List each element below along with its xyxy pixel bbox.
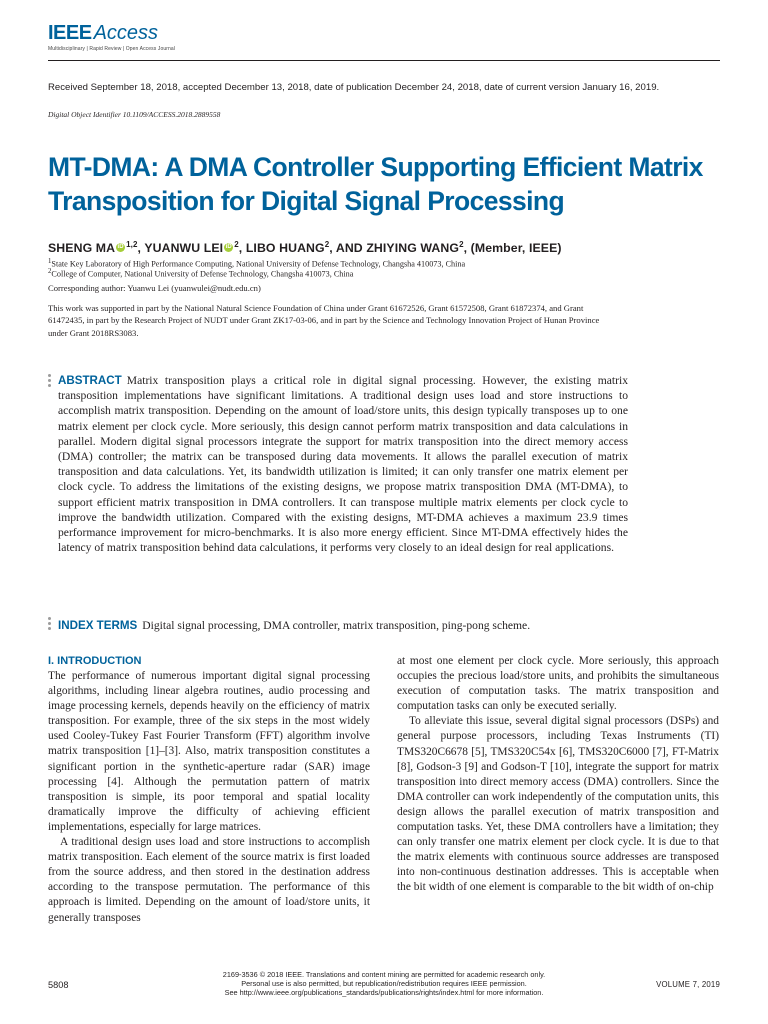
author-name: ZHIYING WANG [366, 241, 460, 256]
author-list [48, 240, 738, 255]
affiliation-2 [48, 267, 688, 280]
orcid-icon[interactable]: iD [225, 244, 232, 251]
page-number: 5808 [48, 980, 69, 990]
affiliation-text: State Key Laboratory of High Performance Computing, National University of Defense Technology, Changsha 410073, China [51, 259, 466, 269]
index-terms-label: INDEX TERMS [58, 619, 138, 632]
abstract-text: Matrix transposition plays a critical role in digital signal processing. However, the existing matrix transposition implementations have significant limitations. A traditional design uses load and store instructions to accomplish matrix transposition. Depending on the amount of load/store units, this design typically transposes up to one matrix element per clock cycle. More seriously, this design cannot perform matrix transposition and data calculations in parallel. Modern digital signal processors integrate the support for matrix transposition into the direct memory access (DMA) controller; the matrix can be transposed during data movements. It allows the parallel execution of matrix transposition and data calculations. Yet, its bandwidth utilization is limited; it can only transfer one matrix element per clock cycle. To address the limitations of the existing designs, we propose matrix transposition DMA (MT-DMA), to support efficient matrix transposition in DMA controllers. It can transpose multiple matrix elements per clock cycle to improve the bandwidth utilization. Compared with the existing designs, MT-DMA achieves a maximum 23.9 times performance improvement for micro-benchmarks. It is also more energy efficient. Since MT-DMA effectively hides the latency of matrix transposition behind data calculations, it performs very closely to an ideal design for real applications. [58, 374, 628, 555]
orcid-icon[interactable]: iD [117, 244, 124, 251]
logo-access: Access [93, 22, 159, 44]
author-separator: , (Member, IEEE) [463, 241, 562, 256]
corresponding-author: Corresponding author: Yuanwu Lei (yuanwulei@nudt.edu.cn) [48, 283, 261, 293]
author-affil-sup: 1,2 [126, 240, 138, 249]
right-column [397, 654, 719, 896]
index-terms-text: Digital signal processing, DMA controller, matrix transposition, ping-pong scheme. [142, 619, 531, 632]
left-column [48, 654, 370, 926]
copyright-line: 2169-3536 © 2018 IEEE. Translations and content mining are permitted for academic research only. [222, 970, 546, 979]
author-affil-sup: 2 [324, 240, 330, 249]
affiliation-number: 1 [48, 258, 52, 265]
abstract-marker [48, 374, 52, 389]
volume-info: VOLUME 7, 2019 [656, 980, 720, 989]
author-name: YUANWU LEI [144, 241, 224, 256]
author-name: SHENG MA [48, 241, 116, 256]
paragraph: To alleviate this issue, several digital signal processors (DSPs) and general purpose processors, including Texas Instruments (TI) TMS320C6678 [5], TMS320C54x [6], TMS320C6000 [7], FT-Matrix [8], Godson-3 [9] and Godson-T [10], integrate the support for matrix transposition into direct memory access (DMA) controllers. Since the DMA controller can work independently of the computation units, this design allows the parallel execution of matrix transposition and computation tasks. Yet, these DMA controllers have a limitation; they can only transfer one matrix element per clock cycle. It is due to that the matrix elements with continuous source addresses are transposed into non-continuous destination addresses. This is acceptable when the bit width of one element is comparable to the bit width of on-chip [397, 715, 719, 894]
affiliation-text: College of Computer, National University of Defense Technology, Changsha 410073, China [51, 269, 354, 279]
author-affil-sup: 2 [459, 240, 464, 249]
journal-tagline: Multidisciplinary | Rapid Review | Open Access Journal [48, 46, 175, 52]
doi: Digital Object Identifier 10.1109/ACCESS.2018.2889558 [48, 110, 221, 119]
copyright-notice [190, 971, 578, 997]
author-separator: , [137, 241, 145, 256]
paragraph: A traditional design uses load and store instructions to accomplish matrix transposition. Each element of the source matrix is first loaded from the source address, and then stored in the destination address according to the transpose permutation. The performance of this approach is limited. Depending on the amount of load/store units, it generally transposes [48, 836, 370, 924]
paragraph: at most one element per clock cycle. More seriously, this approach occupies the precious load/store units, and prohibits the simultaneous execution of computation tasks. The matrix transposition and computation tasks can only be executed serially. [397, 655, 719, 713]
author-separator: , [238, 241, 246, 256]
section-heading: I. INTRODUCTION [48, 655, 142, 667]
index-terms [58, 618, 698, 633]
copyright-line[interactable]: See http://www.ieee.org/publications_standards/publications/rights/index.html for more information. [224, 987, 544, 997]
publication-dates: Received September 18, 2018, accepted December 13, 2018, date of publication December 24, 2018, date of current version January 16, 2019. [48, 82, 660, 93]
author-affil-sup: 2 [234, 240, 239, 249]
logo-ieee: IEEE [48, 22, 92, 44]
header-rule [48, 60, 720, 61]
index-terms-marker [48, 617, 52, 632]
abstract [58, 373, 628, 555]
paper-title: MT-DMA: A DMA Controller Supporting Efficient Matrix Transposition for Digital Signal Processing [48, 152, 703, 216]
abstract-label: ABSTRACT [58, 374, 122, 387]
affiliation-number: 2 [48, 268, 52, 275]
author-name: LIBO HUANG [245, 241, 325, 256]
author-separator: , AND [329, 241, 367, 256]
paragraph: The performance of numerous important digital signal processing algorithms, including linear algebra routines, audio processing and image processing kernels, depends heavily on the efficiency of matrix transposition. For example, three of the six steps in the most widely used Cooley-Tukey Fast Fourier Transform (FFT) algorithm involve matrix transposition [1]–[3]. Also, matrix transposition constitutes a significant portion in the synthetic-aperture radar (SAR) image processing [4]. Although the permutation pattern of matrix transposition is simple, its poor temporal and spatial locality dramatically improve the difficulty of achieving efficient implementations, especially for large matrices. [48, 670, 370, 833]
copyright-line: Personal use is also permitted, but republication/redistribution requires IEEE permission. [241, 978, 527, 988]
funding-note: This work was supported in part by the National Natural Science Foundation of China under Grant 61672526, Grant 61572508, Grant 61872374, and Grant 61472435, in part by the Research Project of NUDT under Grant ZK17-03-06, and in part by the Science and Technology Innovation Project of Hunan Province under Grant 2018RS3083. [48, 303, 600, 338]
